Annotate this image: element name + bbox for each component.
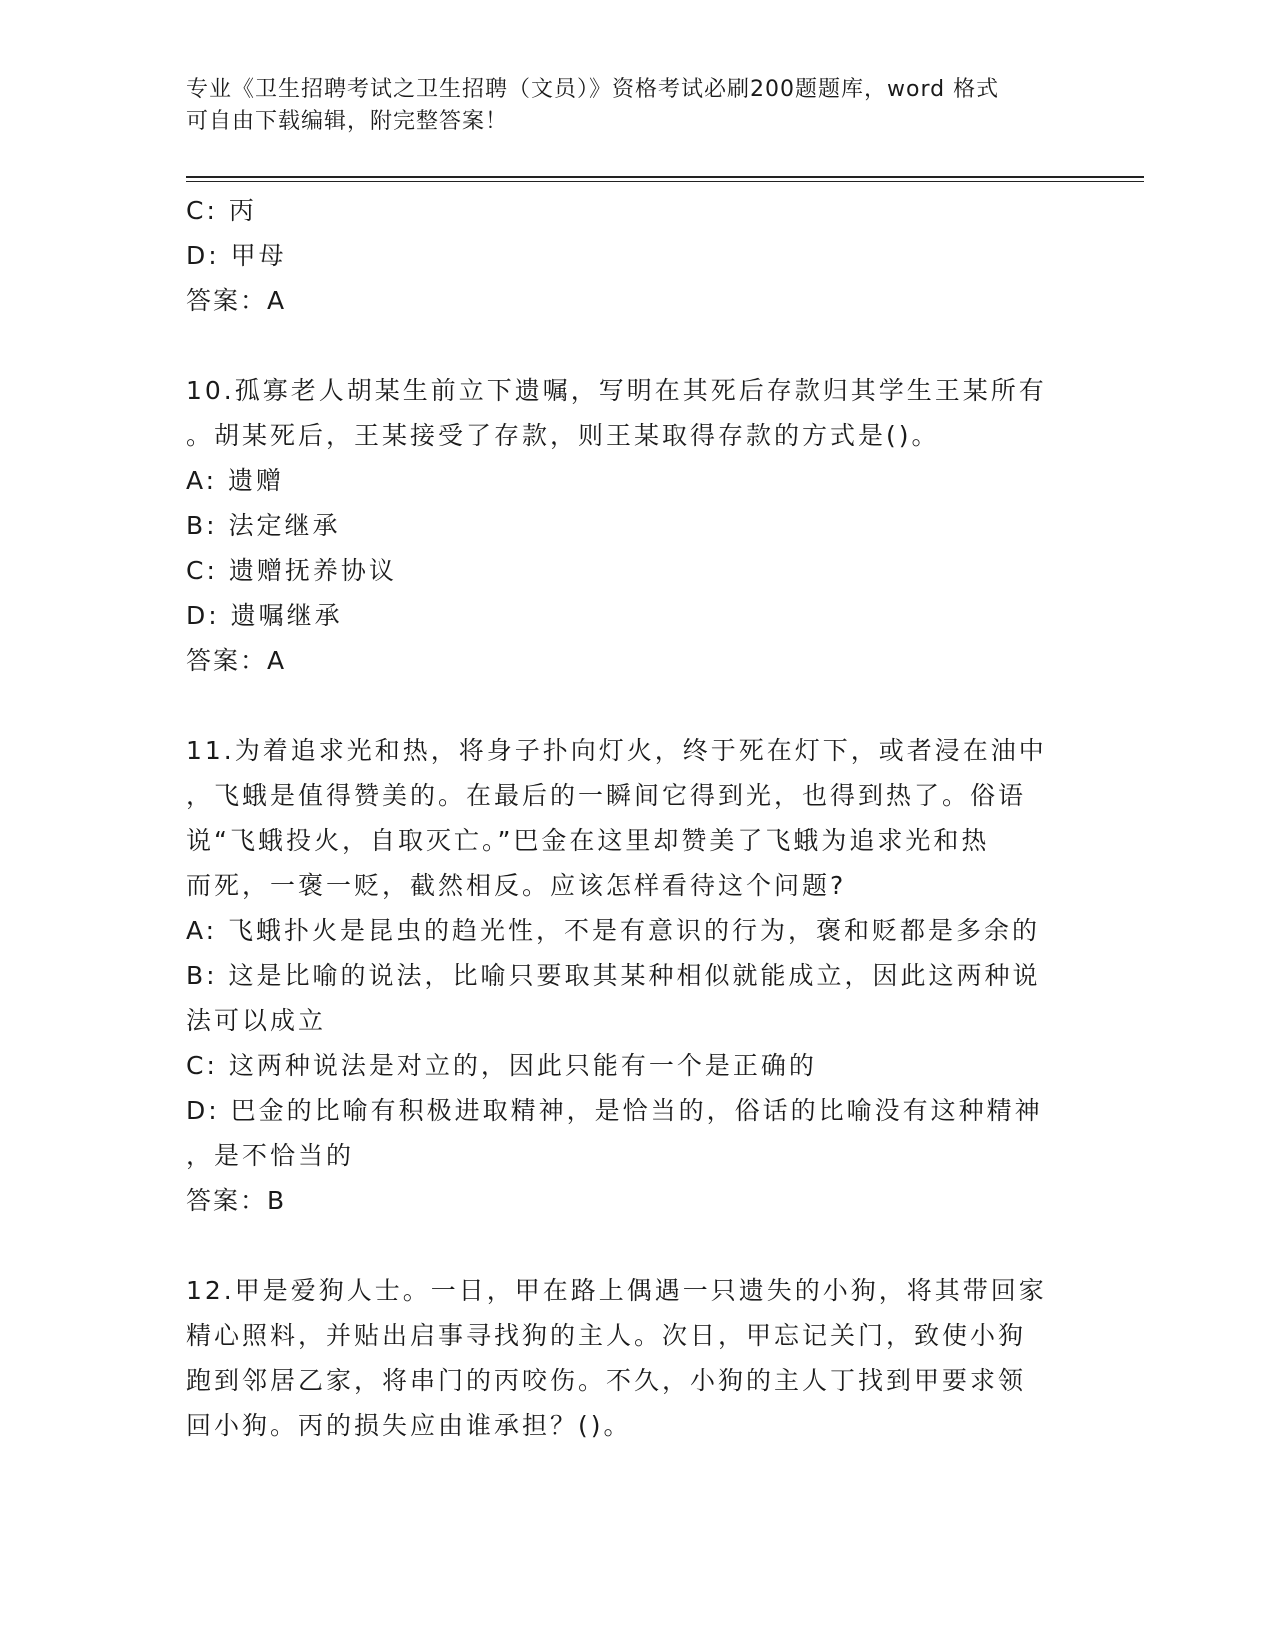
option-d: D: 遗嘱继承 [186, 601, 343, 630]
option-a: A: 遗赠 [186, 466, 285, 495]
question-stem: 说“飞蛾投火，自取灭亡。”巴金在这里却赞美了飞蛾为追求光和热 [186, 826, 990, 855]
spacer [186, 323, 1066, 368]
question-12 [186, 1268, 1066, 1448]
option-b: B: 这是比喻的说法，比喻只要取其某种相似就能成立，因此这两种说 [186, 961, 1041, 990]
option-a: A: 飞蛾扑火是昆虫的趋光性，不是有意识的行为，褒和贬都是多余的 [186, 916, 1041, 945]
option-c: C: 遗赠抚养协议 [186, 556, 397, 585]
header-divider-thin [186, 181, 1144, 182]
question-10 [186, 368, 1066, 683]
option-c: C: 丙 [186, 196, 257, 225]
option-c: C: 这两种说法是对立的，因此只能有一个是正确的 [186, 1051, 817, 1080]
question-stem: 10.孤寡老人胡某生前立下遗嘱，写明在其死后存款归其学生王某所有 [186, 376, 1047, 405]
question-stem: 而死，一褒一贬，截然相反。应该怎样看待这个问题? [186, 871, 847, 900]
question-11 [186, 728, 1066, 1223]
question-9-tail [186, 188, 1066, 323]
option-b-continued: 法可以成立 [186, 1006, 327, 1035]
question-stem: 。胡某死后，王某接受了存款，则王某取得存款的方式是()。 [186, 421, 940, 450]
question-stem: 精心照料，并贴出启事寻找狗的主人。次日，甲忘记关门，致使小狗 [186, 1321, 1027, 1350]
answer-line: 答案：B [186, 1186, 287, 1215]
question-stem: ，飞蛾是值得赞美的。在最后的一瞬间它得到光，也得到热了。俗语 [186, 781, 1027, 810]
header-title-line-1: 专业《卫生招聘考试之卫生招聘（文员）》资格考试必刷200题题库，word 格式 [186, 77, 1000, 102]
option-b: B: 法定继承 [186, 511, 341, 540]
option-d-continued: ，是不恰当的 [186, 1141, 355, 1170]
page-header [186, 74, 1086, 138]
option-d: D: 巴金的比喻有积极进取精神，是恰当的，俗话的比喻没有这种精神 [186, 1096, 1043, 1125]
question-stem: 跑到邻居乙家，将串门的丙咬伤。不久，小狗的主人丁找到甲要求领 [186, 1366, 1027, 1395]
question-stem: 回小狗。丙的损失应由谁承担？()。 [186, 1411, 632, 1440]
option-d: D: 甲母 [186, 241, 287, 270]
header-divider-thick [186, 176, 1144, 178]
question-stem: 11.为着追求光和热，将身子扑向灯火，终于死在灯下，或者浸在油中 [186, 736, 1047, 765]
header-title-line-2: 可自由下载编辑，附完整答案！ [186, 109, 509, 134]
answer-line: 答案：A [186, 646, 287, 675]
spacer [186, 683, 1066, 728]
spacer [186, 1223, 1066, 1268]
question-list [186, 188, 1066, 1448]
answer-line: 答案：A [186, 286, 287, 315]
question-stem: 12.甲是爱狗人士。一日，甲在路上偶遇一只遗失的小狗，将其带回家 [186, 1276, 1047, 1305]
